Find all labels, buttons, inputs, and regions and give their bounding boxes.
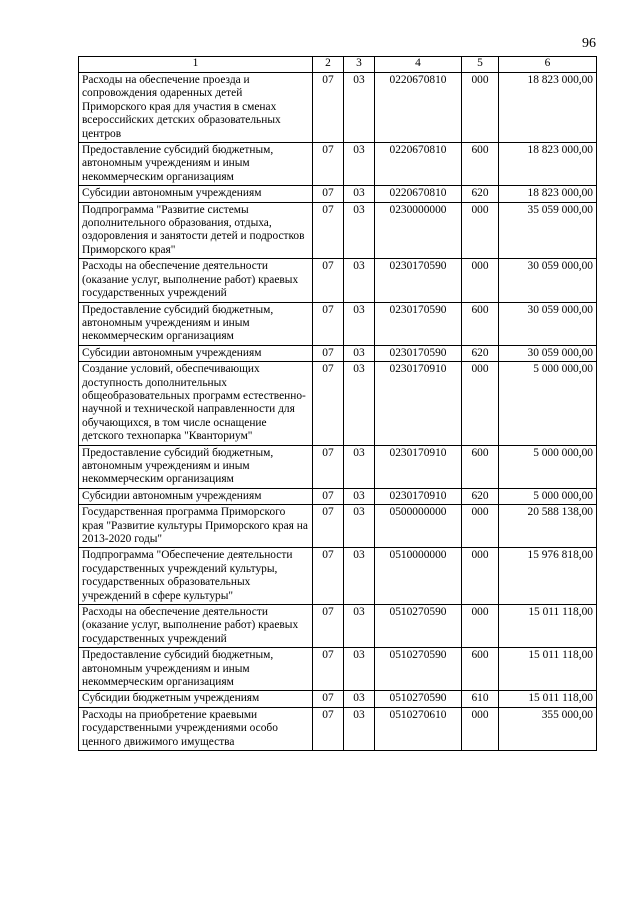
target-article-cell: 0230170590	[375, 302, 462, 345]
subsection-code-cell: 03	[344, 691, 375, 707]
subsection-code-cell: 03	[344, 488, 375, 504]
row-name-cell: Предоставление субсидий бюджетным, автономным учреждениям и иным некоммерческим организациям	[79, 445, 313, 488]
amount-cell: 18 823 000,00	[499, 73, 597, 143]
subsection-code-cell: 03	[344, 648, 375, 691]
table-row	[79, 691, 597, 707]
subsection-code-cell: 03	[344, 186, 375, 202]
row-name-cell: Создание условий, обеспечивающих доступность дополнительных общеобразовательных программ естественно-научной и технической направленности для обучающихся, в том числе оснащение детского технопарка "Кванториум"	[79, 362, 313, 445]
section-code-cell: 07	[313, 259, 344, 302]
amount-cell: 15 011 118,00	[499, 605, 597, 648]
expense-type-cell: 000	[462, 605, 499, 648]
expense-type-cell: 000	[462, 707, 499, 750]
subsection-code-cell: 03	[344, 605, 375, 648]
amount-cell: 15 976 818,00	[499, 548, 597, 605]
row-name-cell: Предоставление субсидий бюджетным, автономным учреждениям и иным некоммерческим организациям	[79, 143, 313, 186]
section-code-cell: 07	[313, 73, 344, 143]
header-row	[79, 57, 597, 73]
row-name-cell: Расходы на обеспечение деятельности (оказание услуг, выполнение работ) краевых государственных учреждений	[79, 259, 313, 302]
section-code-cell: 07	[313, 186, 344, 202]
amount-cell: 30 059 000,00	[499, 345, 597, 361]
column-header: 1	[79, 57, 313, 73]
section-code-cell: 07	[313, 605, 344, 648]
expense-type-cell: 600	[462, 445, 499, 488]
target-article-cell: 0230170910	[375, 445, 462, 488]
table-row	[79, 488, 597, 504]
expense-type-cell: 610	[462, 691, 499, 707]
column-header: 4	[375, 57, 462, 73]
target-article-cell: 0510270590	[375, 605, 462, 648]
column-header: 6	[499, 57, 597, 73]
section-code-cell: 07	[313, 143, 344, 186]
table-row	[79, 648, 597, 691]
target-article-cell: 0510270590	[375, 648, 462, 691]
subsection-code-cell: 03	[344, 143, 375, 186]
expense-type-cell: 000	[462, 505, 499, 548]
row-name-cell: Расходы на обеспечение деятельности (оказание услуг, выполнение работ) краевых государственных учреждений	[79, 605, 313, 648]
expense-type-cell: 000	[462, 202, 499, 259]
table-row	[79, 143, 597, 186]
amount-cell: 18 823 000,00	[499, 143, 597, 186]
table-row	[79, 73, 597, 143]
target-article-cell: 0220670810	[375, 73, 462, 143]
subsection-code-cell: 03	[344, 505, 375, 548]
target-article-cell: 0230170910	[375, 488, 462, 504]
table-row	[79, 445, 597, 488]
row-name-cell: Субсидии бюджетным учреждениям	[79, 691, 313, 707]
expense-type-cell: 000	[462, 73, 499, 143]
subsection-code-cell: 03	[344, 345, 375, 361]
section-code-cell: 07	[313, 548, 344, 605]
section-code-cell: 07	[313, 707, 344, 750]
expense-type-cell: 600	[462, 302, 499, 345]
target-article-cell: 0230000000	[375, 202, 462, 259]
section-code-cell: 07	[313, 345, 344, 361]
budget-table	[78, 56, 597, 751]
amount-cell: 30 059 000,00	[499, 302, 597, 345]
subsection-code-cell: 03	[344, 202, 375, 259]
row-name-cell: Государственная программа Приморского края "Развитие культуры Приморского края на 2013-2020 годы"	[79, 505, 313, 548]
expense-type-cell: 620	[462, 186, 499, 202]
subsection-code-cell: 03	[344, 302, 375, 345]
section-code-cell: 07	[313, 362, 344, 445]
expense-type-cell: 000	[462, 259, 499, 302]
section-code-cell: 07	[313, 445, 344, 488]
amount-cell: 15 011 118,00	[499, 648, 597, 691]
table-row	[79, 202, 597, 259]
table-row	[79, 362, 597, 445]
target-article-cell: 0230170590	[375, 259, 462, 302]
table-row	[79, 302, 597, 345]
target-article-cell: 0230170590	[375, 345, 462, 361]
amount-cell: 5 000 000,00	[499, 488, 597, 504]
section-code-cell: 07	[313, 302, 344, 345]
target-article-cell: 0220670810	[375, 143, 462, 186]
expense-type-cell: 620	[462, 345, 499, 361]
column-header: 2	[313, 57, 344, 73]
row-name-cell: Субсидии автономным учреждениям	[79, 186, 313, 202]
amount-cell: 355 000,00	[499, 707, 597, 750]
table-row	[79, 505, 597, 548]
row-name-cell: Расходы на обеспечение проезда и сопровождения одаренных детей Приморского края для участия в сменах всероссийских детских образовательных центров	[79, 73, 313, 143]
row-name-cell: Подпрограмма "Обеспечение деятельности государственных учреждений культуры, государственных образовательных учреждений в сфере культуры"	[79, 548, 313, 605]
table-body	[79, 73, 597, 751]
subsection-code-cell: 03	[344, 259, 375, 302]
expense-type-cell: 600	[462, 143, 499, 186]
amount-cell: 20 588 138,00	[499, 505, 597, 548]
row-name-cell: Предоставление субсидий бюджетным, автономным учреждениям и иным некоммерческим организациям	[79, 648, 313, 691]
expense-type-cell: 000	[462, 362, 499, 445]
section-code-cell: 07	[313, 648, 344, 691]
row-name-cell: Предоставление субсидий бюджетным, автономным учреждениям и иным некоммерческим организациям	[79, 302, 313, 345]
target-article-cell: 0230170910	[375, 362, 462, 445]
row-name-cell: Расходы на приобретение краевыми государственными учреждениями особо ценного движимого имущества	[79, 707, 313, 750]
amount-cell: 15 011 118,00	[499, 691, 597, 707]
subsection-code-cell: 03	[344, 445, 375, 488]
target-article-cell: 0510270610	[375, 707, 462, 750]
table-row	[79, 345, 597, 361]
amount-cell: 35 059 000,00	[499, 202, 597, 259]
target-article-cell: 0500000000	[375, 505, 462, 548]
subsection-code-cell: 03	[344, 707, 375, 750]
expense-type-cell: 600	[462, 648, 499, 691]
section-code-cell: 07	[313, 505, 344, 548]
section-code-cell: 07	[313, 202, 344, 259]
table-row	[79, 707, 597, 750]
target-article-cell: 0510000000	[375, 548, 462, 605]
column-header: 3	[344, 57, 375, 73]
page-number: 96	[582, 36, 596, 51]
section-code-cell: 07	[313, 691, 344, 707]
target-article-cell: 0510270590	[375, 691, 462, 707]
row-name-cell: Субсидии автономным учреждениям	[79, 345, 313, 361]
subsection-code-cell: 03	[344, 362, 375, 445]
expense-type-cell: 000	[462, 548, 499, 605]
expense-type-cell: 620	[462, 488, 499, 504]
subsection-code-cell: 03	[344, 548, 375, 605]
target-article-cell: 0220670810	[375, 186, 462, 202]
row-name-cell: Подпрограмма "Развитие системы дополнительного образования, отдыха, оздоровления и занятости детей и подростков Приморского края"	[79, 202, 313, 259]
table-row	[79, 186, 597, 202]
table-row	[79, 605, 597, 648]
subsection-code-cell: 03	[344, 73, 375, 143]
table-header	[79, 57, 597, 73]
amount-cell: 30 059 000,00	[499, 259, 597, 302]
column-header: 5	[462, 57, 499, 73]
section-code-cell: 07	[313, 488, 344, 504]
table-row	[79, 548, 597, 605]
table-row	[79, 259, 597, 302]
row-name-cell: Субсидии автономным учреждениям	[79, 488, 313, 504]
amount-cell: 5 000 000,00	[499, 362, 597, 445]
amount-cell: 5 000 000,00	[499, 445, 597, 488]
amount-cell: 18 823 000,00	[499, 186, 597, 202]
